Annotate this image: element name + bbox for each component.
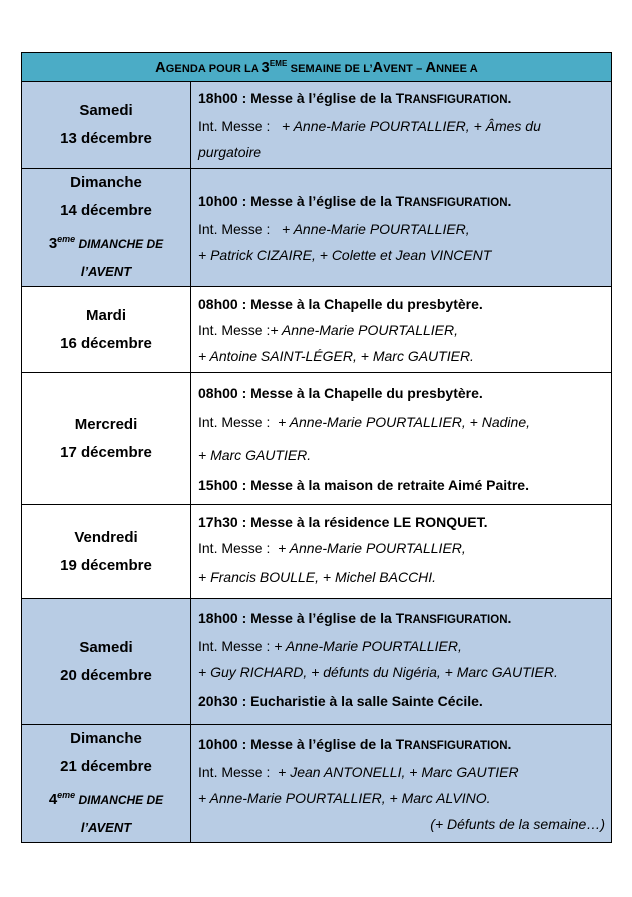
- day-date: 19 décembre: [60, 556, 152, 574]
- day-cell: [22, 287, 191, 373]
- day-date: 21 décembre: [60, 758, 152, 775]
- event-title: 10h00 : Messe à l’église de la TRANSFIGURATION.: [198, 735, 512, 752]
- events-cell: [191, 725, 612, 843]
- day-name: Vendredi: [74, 528, 138, 546]
- day-date: 14 décembre: [60, 202, 152, 219]
- agenda-row: [22, 599, 612, 725]
- intentions-line: + Antoine SAINT-LÉGER, + Marc GAUTIER.: [198, 347, 474, 364]
- intentions-line: Int. Messe : + Anne-Marie POURTALLIER,: [198, 220, 470, 237]
- intentions-line: + Anne-Marie POURTALLIER, + Marc ALVINO.: [198, 789, 491, 806]
- events-cell: [191, 505, 612, 599]
- event-title: 20h30 : Eucharistie à la salle Sainte Cécile.: [198, 693, 483, 709]
- liturgical-sunday-season: l’AVENT: [80, 264, 132, 279]
- events-cell: [191, 287, 612, 373]
- agenda-title: AGENDA POUR LA 3EME SEMAINE DE L’AVENT – ANNEE A: [22, 53, 612, 82]
- event-title: 10h00 : Messe à l’église de la TRANSFIGURATION.: [198, 192, 512, 209]
- intentions-line: Int. Messe :+ Anne-Marie POURTALLIER,: [198, 321, 459, 338]
- event-title: 18h00 : Messe à l’église de la TRANSFIGURATION.: [198, 610, 512, 626]
- day-cell: [22, 169, 191, 287]
- day-date: 13 décembre: [60, 130, 152, 147]
- event-title: 08h00 : Messe à la Chapelle du presbytère.: [198, 384, 483, 401]
- intentions-line: Int. Messe : + Anne-Marie POURTALLIER, + Nadine,: [198, 413, 530, 430]
- day-cell: [22, 82, 191, 169]
- day-date: 16 décembre: [60, 334, 152, 352]
- agenda-row: [22, 287, 612, 373]
- intentions-line: purgatoire: [198, 144, 262, 160]
- events-cell: [191, 169, 612, 287]
- event-title: 15h00 : Messe à la maison de retraite Aimé Paitre.: [198, 476, 529, 493]
- day-date: 17 décembre: [60, 443, 152, 461]
- events-cell: [191, 599, 612, 725]
- day-name: Dimanche: [70, 730, 142, 747]
- liturgical-sunday: 3eme DIMANCHE DE: [48, 234, 164, 252]
- intentions-line: Int. Messe : + Anne-Marie POURTALLIER,: [198, 540, 466, 556]
- agenda-row: [22, 169, 612, 287]
- day-name: Samedi: [79, 638, 133, 656]
- intentions-line: + Guy RICHARD, + défunts du Nigéria, + Marc GAUTIER.: [198, 664, 558, 680]
- intentions-line: Int. Messe : + Jean ANTONELLI, + Marc GAUTIER: [198, 763, 519, 780]
- agenda-table: [21, 52, 612, 843]
- intentions-line: Int. Messe : + Anne-Marie POURTALLIER,: [198, 638, 462, 654]
- event-title: 18h00 : Messe à l’église de la TRANSFIGURATION.: [198, 90, 512, 106]
- header-row: [22, 53, 612, 82]
- events-cell: [191, 373, 612, 505]
- day-cell: [22, 725, 191, 843]
- intentions-line: + Marc GAUTIER.: [198, 446, 312, 463]
- events-cell: [191, 82, 612, 169]
- event-title: 08h00 : Messe à la Chapelle du presbytère.: [198, 295, 483, 312]
- day-name: Mercredi: [74, 415, 138, 433]
- agenda-row: [22, 725, 612, 843]
- agenda-row: [22, 82, 612, 169]
- day-name: Mardi: [85, 306, 126, 324]
- day-date: 20 décembre: [60, 666, 152, 684]
- footnote: (+ Défunts de la semaine…): [430, 815, 605, 832]
- day-cell: [22, 505, 191, 599]
- liturgical-sunday-season: l’AVENT: [80, 820, 132, 835]
- liturgical-sunday: 4eme DIMANCHE DE: [48, 790, 164, 808]
- event-title: 17h30 : Messe à la résidence LE RONQUET.: [198, 514, 488, 530]
- intentions-line: + Francis BOULLE, + Michel BACCHI.: [198, 569, 437, 585]
- intentions-line: Int. Messe : + Anne-Marie POURTALLIER, + Âmes du: [198, 118, 541, 134]
- intentions-line: + Patrick CIZAIRE, + Colette et Jean VINCENT: [198, 246, 492, 263]
- day-name: Samedi: [79, 102, 133, 119]
- agenda-row: [22, 373, 612, 505]
- day-cell: [22, 599, 191, 725]
- day-name: Dimanche: [70, 174, 142, 191]
- day-cell: [22, 373, 191, 505]
- agenda-row: [22, 505, 612, 599]
